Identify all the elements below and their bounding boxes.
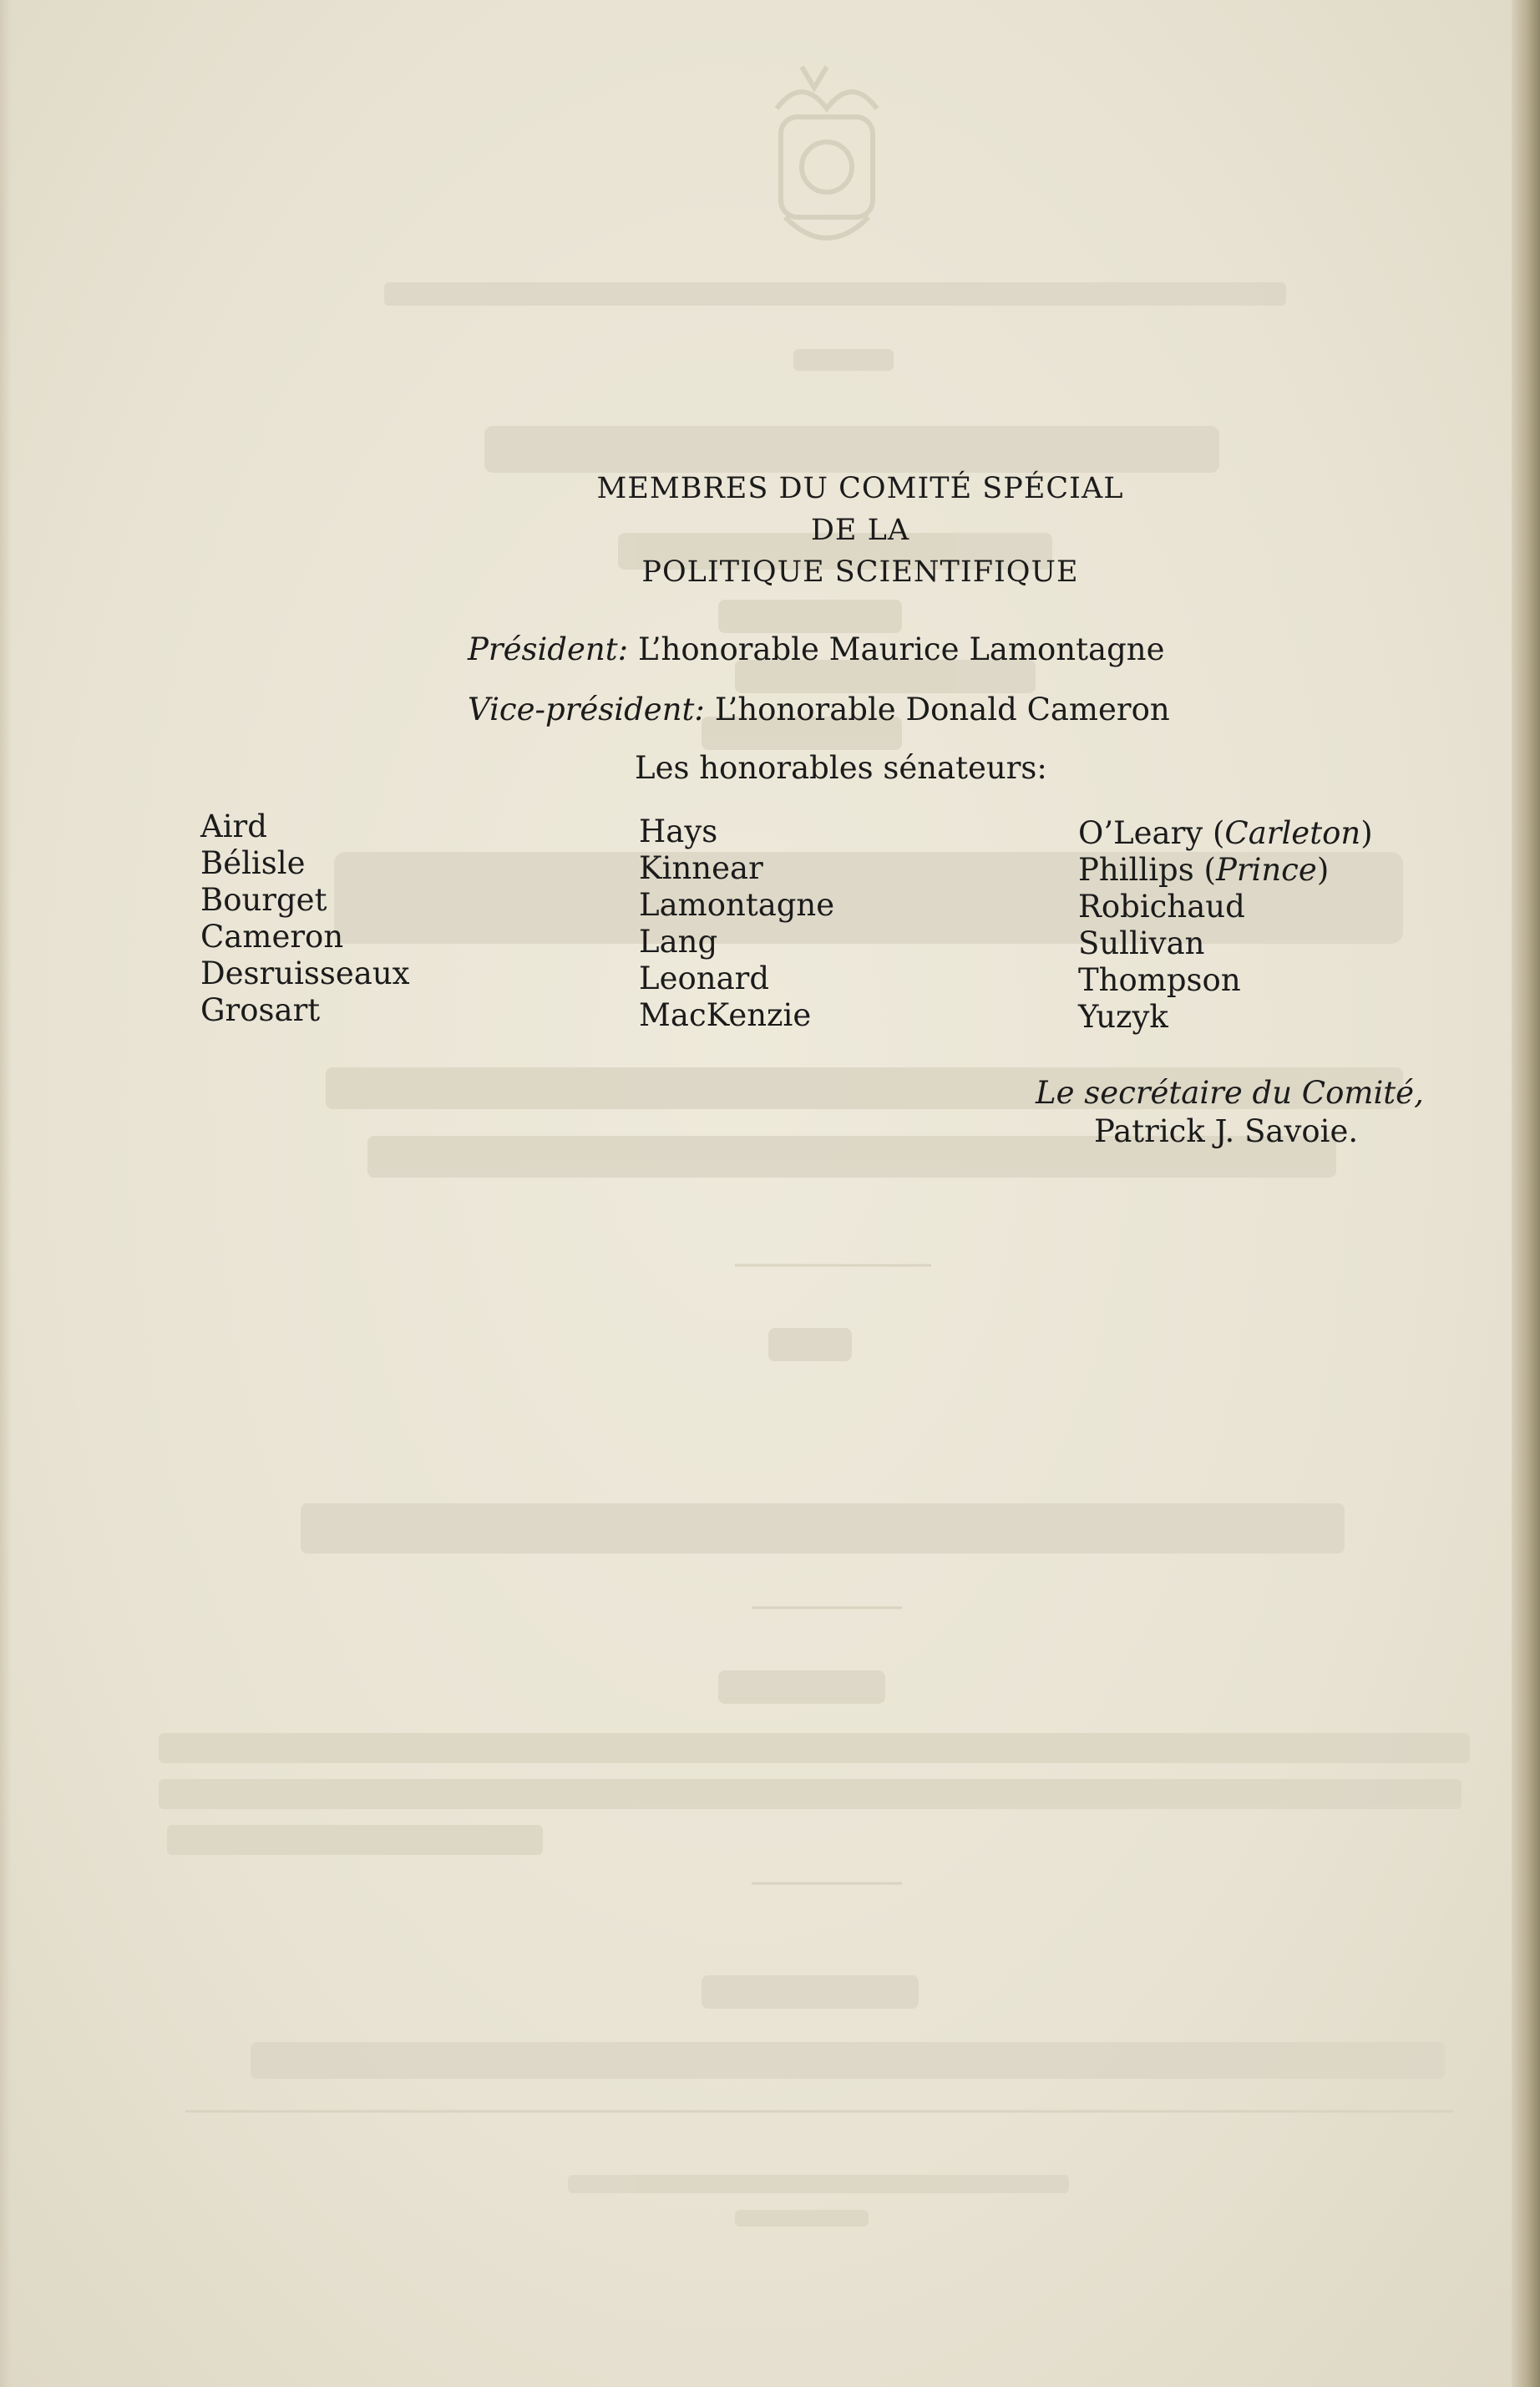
senator-name: O’Leary xyxy=(1078,815,1203,851)
senator-entry: Phillips (Prince) xyxy=(1078,852,1330,888)
senator-riding: Carleton xyxy=(1224,815,1361,851)
heading-line-1: MEMBRES DU COMITÉ SPÉCIAL xyxy=(596,472,1124,505)
senators-column-2 xyxy=(639,813,834,1034)
senator-name: Yuzyk xyxy=(1078,999,1168,1035)
senator-name: Leonard xyxy=(639,960,770,996)
heading-line-2: DE LA xyxy=(810,514,910,547)
senator-name: Lamontagne xyxy=(639,887,835,923)
secretary-title: Le secrétaire du Comité, xyxy=(1036,1075,1424,1111)
senator-entry: O’Leary (Carleton) xyxy=(1078,815,1373,851)
senator-name: Sullivan xyxy=(1078,925,1205,961)
committee-heading xyxy=(468,468,1253,593)
heading-line-3: POLITIQUE SCIENTIFIQUE xyxy=(641,555,1079,589)
senator-name: Bourget xyxy=(200,882,327,918)
faint-crest-emblem xyxy=(777,67,877,238)
president-name: L’honorable Maurice Lamontagne xyxy=(638,631,1165,667)
senator-riding: Prince xyxy=(1215,852,1317,888)
president-line xyxy=(468,631,1303,667)
senator-name: Cameron xyxy=(200,919,344,955)
senator-name: Hays xyxy=(639,813,718,849)
senators-column-1 xyxy=(200,808,410,1029)
senator-name: Kinnear xyxy=(639,850,763,886)
senators-column-3 xyxy=(1078,815,1373,1036)
vice-president-line xyxy=(468,692,1303,727)
secretary-name: Patrick J. Savoie. xyxy=(1094,1113,1359,1149)
senator-name: Robichaud xyxy=(1078,889,1245,925)
secretary-signature-block xyxy=(1036,1074,1424,1151)
president-role: Président: xyxy=(468,631,629,667)
senator-name: Bélisle xyxy=(200,845,306,881)
vice-president-role: Vice-président: xyxy=(468,692,705,727)
senator-name: Aird xyxy=(200,808,267,844)
senators-heading: Les honorables sénateurs: xyxy=(635,750,1047,786)
vice-president-name: L’honorable Donald Cameron xyxy=(714,692,1170,727)
senator-name: Grosart xyxy=(200,992,321,1028)
senator-name: MacKenzie xyxy=(639,997,812,1033)
senator-name: Phillips xyxy=(1078,852,1194,888)
senator-name: Thompson xyxy=(1078,962,1241,998)
senator-name: Desruisseaux xyxy=(200,955,410,991)
senator-name: Lang xyxy=(639,924,718,960)
